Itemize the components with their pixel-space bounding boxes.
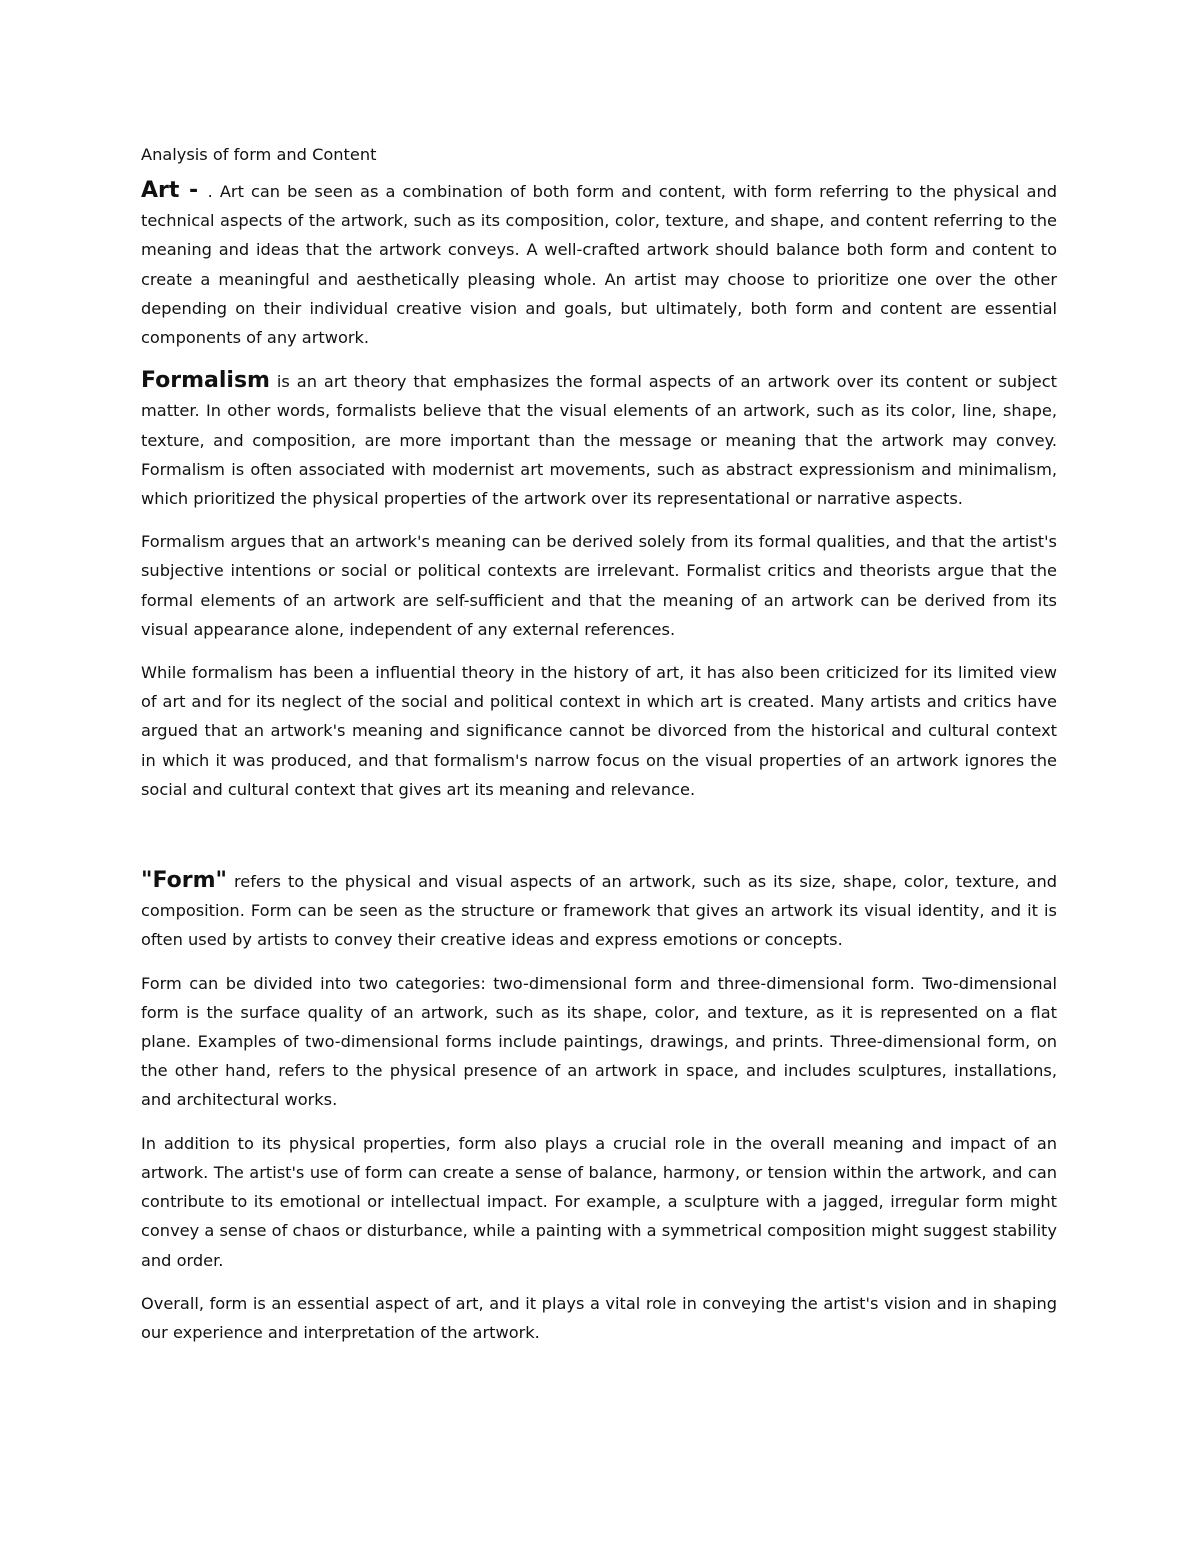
paragraph-conclusion: Overall, form is an essential aspect of art, and it plays a vital role in conveying the artist's vision and in shaping our experience and interpretation of the artwork.: [141, 1293, 1057, 1342]
paragraph-art: [141, 176, 1057, 352]
paragraph-body: is an art theory that emphasizes the formal aspects of an artwork over its content or subject matter. In other words, formalists believe that the visual elements of an artwork, such as its color, line, shape, texture, and composition, are more important than the message or meaning that the artwork may convey. Formalism is often associated with modernist art movements, such as abstract expressionism and minimalism, which prioritized the physical properties of the artwork over its representational or narrative aspects.: [141, 372, 1057, 509]
paragraph-form-impact: In addition to its physical properties, form also plays a crucial role in the overall meaning and impact of an artwork. The artist's use of form can create a sense of balance, harmony, or tension within the artwork, and can contribute to its emotional or intellectual impact. For example, a sculpture with a jagged, irregular form might convey a sense of chaos or disturbance, while a painting with a symmetrical composition might suggest stability and order.: [141, 1133, 1057, 1270]
paragraph-lead-form: "Form": [141, 868, 227, 894]
paragraph-formalism-meaning: Formalism argues that an artwork's meaning can be derived solely from its formal qualities, and that the artist's subjective intentions or social or political contexts are irrelevant. Formalist critics and theorists argue that the formal elements of an artwork are self-sufficient and that the meaning of an artwork can be derived from its visual appearance alone, independent of any external references.: [141, 532, 1057, 639]
paragraph-formalism: [141, 366, 1057, 513]
paragraph-form: [141, 866, 1057, 955]
paragraph-form-categories: Form can be divided into two categories: two-dimensional form and three-dimensional form. Two-dimensional form is the surface quality of an artwork, such as its shape, color, and texture, as it is represented on a flat plane. Examples of two-dimensional forms include paintings, drawings, and prints. Three-dimensional form, on the other hand, refers to the physical presence of an artwork in space, and includes sculptures, installations, and architectural works.: [141, 973, 1057, 1110]
paragraph-body: . Art can be seen as a combination of both form and content, with form referring to the physical and technical aspects of the artwork, such as its composition, color, texture, and shape, and content referring to the meaning and ideas that the artwork conveys. A well-crafted artwork should balance both form and content to create a meaningful and aesthetically pleasing whole. An artist may choose to prioritize one over the other depending on their individual creative vision and goals, but ultimately, both form and content are essential components of any artwork.: [141, 182, 1057, 348]
paragraph-lead-art: Art -: [141, 178, 208, 203]
paragraph-body: refers to the physical and visual aspects of an artwork, such as its size, shape, color, texture, and composition. Form can be seen as the structure or framework that gives an artwork its visual identity, and it is often used by artists to convey their creative ideas and express emotions or concepts.: [141, 872, 1057, 950]
section-spacer: [141, 818, 1057, 866]
paragraph-lead-formalism: Formalism: [141, 368, 270, 394]
paragraph-formalism-criticism: While formalism has been a influential theory in the history of art, it has also been criticized for its limited view of art and for its neglect of the social and political context in which art is created. Many artists and critics have argued that an artwork's meaning and significance cannot be divorced from the historical and cultural context in which it was produced, and that formalism's narrow focus on the visual properties of an artwork ignores the social and cultural context that gives art its meaning and relevance.: [141, 663, 1057, 799]
document-page: [141, 140, 1057, 1361]
document-title: Analysis of form and Content: [141, 145, 377, 164]
